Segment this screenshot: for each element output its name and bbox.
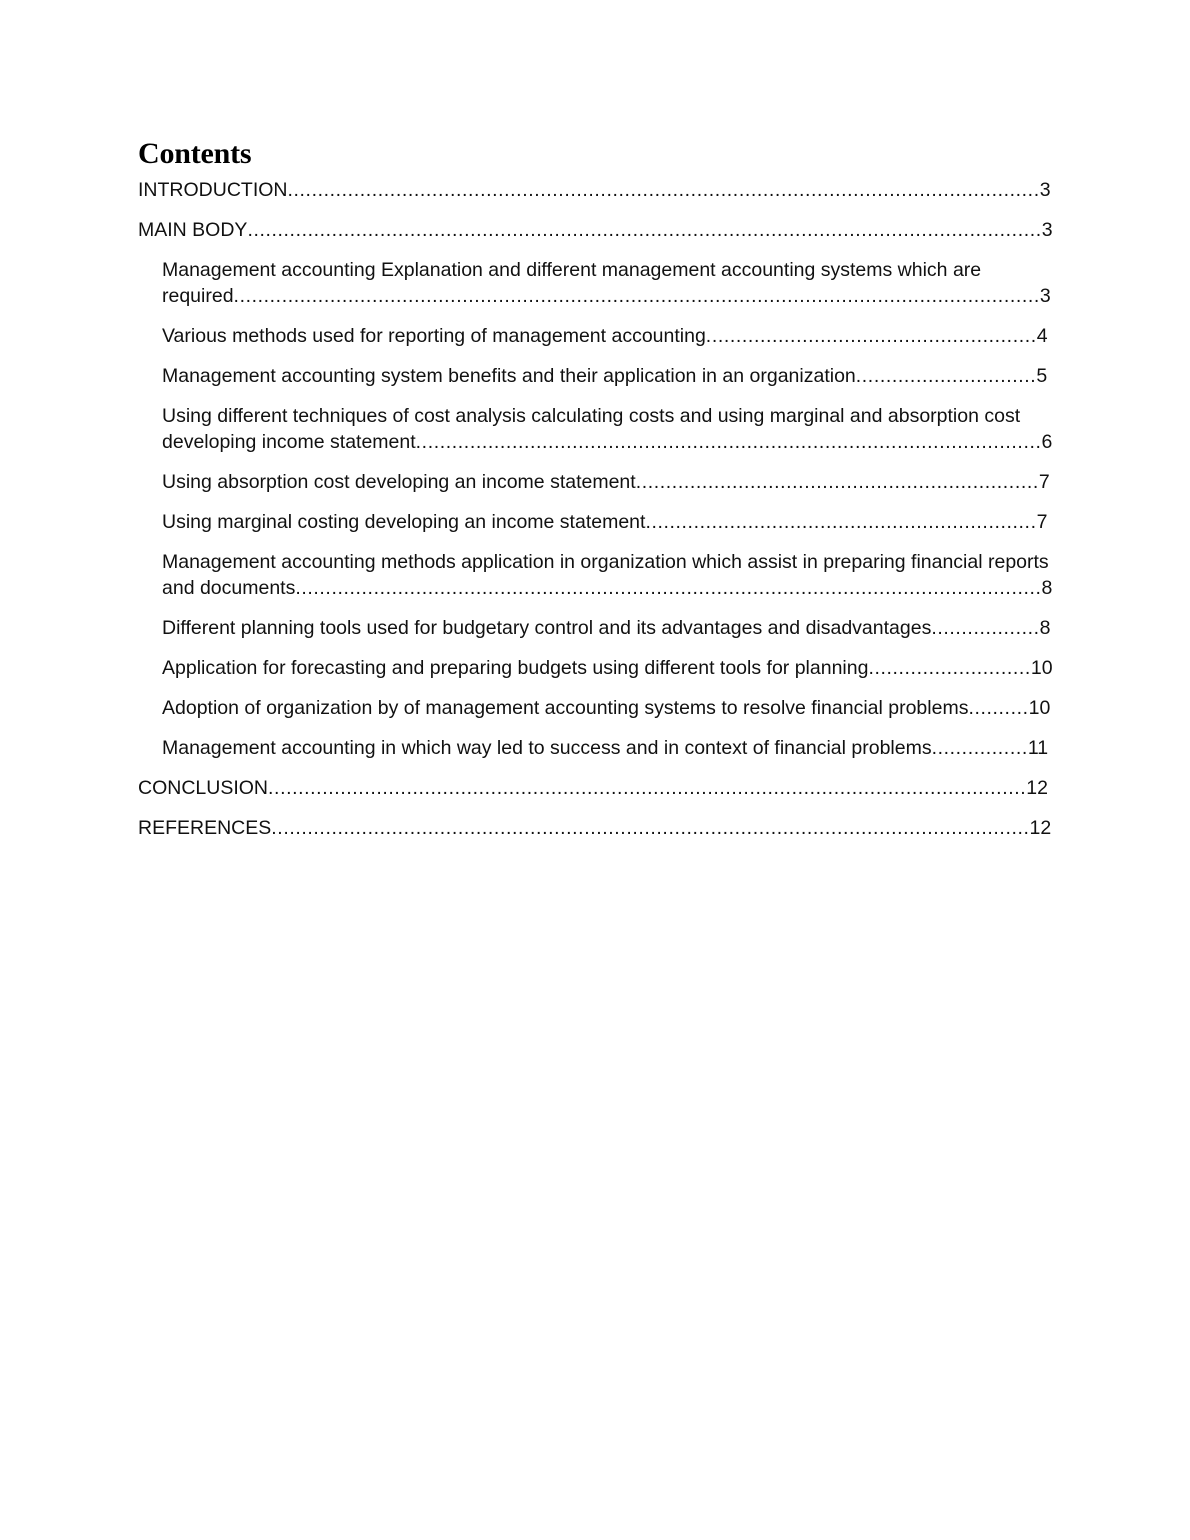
toc-entry-label: CONCLUSION (138, 777, 269, 799)
toc-entry-label: Management accounting methods application in organization which assist in preparing financial reports and documents (162, 551, 1049, 599)
toc-entry-label: REFERENCES (138, 817, 272, 839)
toc-page-number: 11 (1027, 737, 1049, 759)
toc-entry-label: Various methods used for reporting of management accounting (162, 325, 706, 347)
toc-entry[interactable] (138, 323, 1054, 349)
toc-dot-leader: .............................................................................................................................. (271, 817, 1030, 839)
toc-entry-label: Management accounting Explanation and different management accounting systems which are required (162, 259, 982, 307)
toc-entry[interactable] (138, 403, 1054, 455)
toc-entry-row (162, 735, 1054, 761)
toc-dot-leader: ........................... (868, 657, 1031, 679)
toc-page-number: 6 (1041, 431, 1053, 453)
toc-entry-row (162, 363, 1054, 389)
toc-page-number: 3 (1039, 179, 1051, 201)
toc-entry-row (162, 403, 1054, 455)
toc-entry[interactable] (138, 177, 1054, 203)
toc-entry[interactable] (138, 257, 1054, 309)
toc-page-number: 3 (1041, 219, 1053, 241)
toc-entry-label: INTRODUCTION (138, 179, 288, 201)
toc-entry-label: Using absorption cost developing an income statement (162, 471, 636, 493)
toc-entry[interactable] (138, 509, 1054, 535)
toc-entry-row (162, 655, 1054, 681)
toc-entry-row (162, 615, 1054, 641)
toc-dot-leader: ...................................................................................................................................... (233, 285, 1040, 307)
toc-entry-label: Different planning tools used for budgetary control and its advantages and disadvantages (162, 617, 932, 639)
toc-entry[interactable] (138, 217, 1054, 243)
toc-entry[interactable] (138, 735, 1054, 761)
toc-dot-leader: .......... (968, 697, 1029, 719)
toc-entry-row (138, 815, 1054, 841)
toc-entry[interactable] (138, 363, 1054, 389)
toc-entry-label: MAIN BODY (138, 219, 248, 241)
toc-entry[interactable] (138, 615, 1054, 641)
toc-page-number: 10 (1028, 697, 1051, 719)
toc-dot-leader: .............................. (855, 365, 1037, 387)
toc-dot-leader: ................................................................... (635, 471, 1039, 493)
toc-dot-leader: ........................................................................................................ (415, 431, 1042, 453)
toc-dot-leader: ................................................................. (645, 511, 1037, 533)
toc-entry-row (138, 177, 1054, 203)
toc-entry-label: Using marginal costing developing an income statement (162, 511, 646, 533)
toc-dot-leader: .................................................................................................................................... (247, 219, 1042, 241)
toc-entry-row (138, 775, 1054, 801)
toc-entry[interactable] (138, 695, 1054, 721)
toc-page-number: 10 (1030, 657, 1053, 679)
toc-dot-leader: ............................................................................................................................. (287, 179, 1040, 201)
toc-entry-label: Management accounting system benefits and their application in an organization (162, 365, 856, 387)
toc-page-number: 8 (1039, 617, 1051, 639)
page-title: Contents (138, 137, 252, 170)
toc-entry[interactable] (138, 549, 1054, 601)
toc-page-number: 12 (1029, 817, 1052, 839)
toc-page-number: 8 (1041, 577, 1053, 599)
toc-page-number: 4 (1036, 325, 1048, 347)
toc-entry[interactable] (138, 655, 1054, 681)
toc-entry-row (162, 549, 1054, 601)
toc-entry-row (138, 217, 1054, 243)
toc-dot-leader: .................. (931, 617, 1040, 639)
toc-page-number: 7 (1038, 471, 1050, 493)
toc-entry-row (162, 469, 1054, 495)
toc-entry-row (162, 257, 1054, 309)
toc-dot-leader: ............................................................................................................................ (295, 577, 1042, 599)
toc-entry-label: Application for forecasting and preparing budgets using different tools for planning (162, 657, 869, 679)
toc-dot-leader: ................ (931, 737, 1028, 759)
toc-page-number: 7 (1036, 511, 1048, 533)
toc-entry[interactable] (138, 815, 1054, 841)
table-of-contents (138, 177, 1054, 841)
toc-page-number: 3 (1039, 285, 1051, 307)
toc-page-number: 5 (1036, 365, 1048, 387)
toc-page-number: 12 (1026, 777, 1048, 799)
toc-entry-row (162, 509, 1054, 535)
toc-entry[interactable] (138, 469, 1054, 495)
toc-entry-row (162, 323, 1054, 349)
toc-content-area (138, 137, 1054, 855)
toc-entry-label: Adoption of organization by of management accounting systems to resolve financial problems (162, 697, 969, 719)
toc-entry[interactable] (138, 775, 1054, 801)
toc-entry-row (162, 695, 1054, 721)
toc-entry-label: Using different techniques of cost analysis calculating costs and using marginal and absorption cost developing income statement (162, 405, 1021, 453)
toc-entry-label: Management accounting in which way led to success and in context of financial problems (162, 737, 932, 759)
toc-dot-leader: ....................................................... (705, 325, 1037, 347)
toc-dot-leader: .............................................................................................................................. (268, 777, 1027, 799)
